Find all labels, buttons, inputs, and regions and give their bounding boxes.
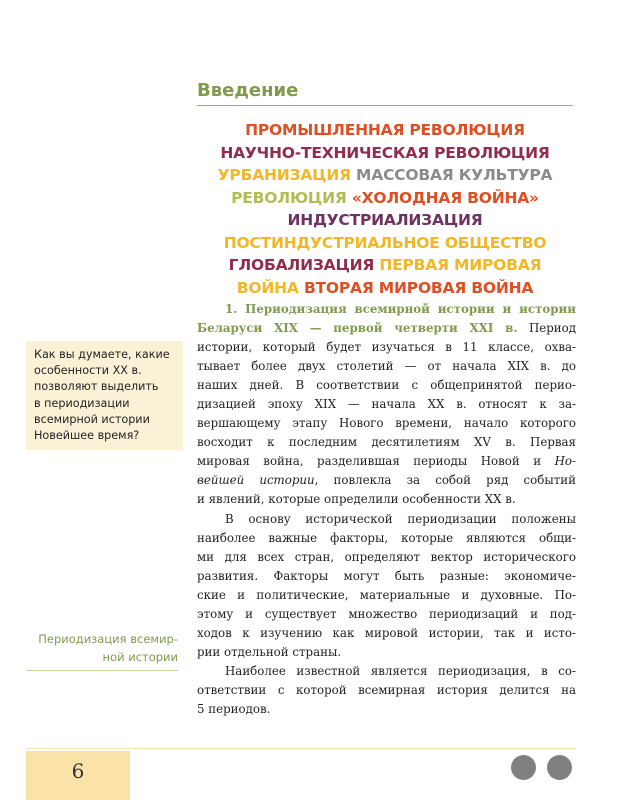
- body-text-segment: истории, который будет изучаться в 11 классе, охва-: [197, 340, 576, 355]
- body-text-segment: Период: [517, 321, 576, 336]
- body-line: [197, 529, 576, 548]
- body-line: [197, 605, 576, 624]
- body-text-segment: ответствии с которой всемирная история делится на: [197, 682, 576, 697]
- side-label-line: ной истории: [102, 649, 178, 664]
- side-question-line: в периодизации: [34, 396, 130, 410]
- side-question-line: особенности XX в.: [34, 364, 142, 378]
- body-line: [197, 567, 576, 586]
- body-line: [197, 548, 576, 567]
- keyword-line: [197, 142, 573, 165]
- body-text-segment: вершающему этапу Нового времени, начало которого: [197, 416, 576, 431]
- body-line: [197, 624, 576, 643]
- body-line: [197, 452, 576, 471]
- keyword-line: [197, 187, 573, 210]
- side-question-box: [26, 341, 183, 450]
- side-question-line: позволяют выделить: [34, 380, 159, 394]
- body-text-segment: наших дней. В соответствии с общепринятой перио-: [197, 378, 576, 393]
- section-title: Введение: [197, 80, 573, 106]
- body-text-segment: наиболее важные факторы, которые являются общи-: [197, 530, 576, 545]
- main-body-text: [197, 300, 576, 719]
- paragraph-heading: Беларуси XIX — первой четверти XXI в.: [197, 321, 518, 336]
- body-text-segment: ходов к изучению как мировой истории, так и исто-: [197, 625, 576, 640]
- body-text-segment: ми для всех стран, определяют вектор исторического: [197, 549, 576, 564]
- body-line: [197, 300, 576, 319]
- keyword-term: «ХОЛОДНАЯ ВОЙНА»: [351, 188, 539, 207]
- body-text-segment: этому и существует множество периодизаций и под-: [197, 606, 576, 621]
- keyword-term: ИНДУСТРИАЛИЗАЦИЯ: [287, 211, 483, 229]
- body-line: [197, 681, 576, 700]
- page-number-box: [26, 751, 130, 800]
- keyword-term: ПЕРВАЯ МИРОВАЯ: [379, 256, 542, 274]
- body-text-segment: развития. Факторы могут быть разные: экономиче-: [197, 568, 576, 583]
- keyword-line: [197, 277, 573, 300]
- decorative-dot-icon: [547, 755, 572, 780]
- footer-divider: [26, 748, 576, 749]
- body-text-segment: 5 периодов.: [197, 701, 271, 716]
- body-text-segment: мировая война, разделившая периоды Новой и: [197, 454, 555, 469]
- body-line: [197, 700, 576, 719]
- body-text-segment: Наиболее известной является периодизация, в со-: [225, 663, 576, 678]
- keyword-term: РЕВОЛЮЦИЯ: [231, 188, 347, 207]
- body-line: [197, 643, 576, 662]
- body-line: [197, 414, 576, 433]
- body-text-segment: Но-: [554, 454, 576, 469]
- side-topic-label: [26, 631, 178, 671]
- body-text-segment: дизацией эпоху XIX — начала XX в. относят к за-: [197, 397, 576, 412]
- keyword-line: [197, 119, 573, 142]
- body-line: [197, 376, 576, 395]
- body-text-segment: и явлений, которые определили особенности XX в.: [197, 492, 516, 507]
- keyword-term: ГЛОБАЛИЗАЦИЯ: [228, 256, 375, 274]
- keyword-term: ВОЙНА: [236, 278, 299, 297]
- keyword-term: ВТОРАЯ МИРОВАЯ ВОЙНА: [303, 278, 534, 297]
- side-label-line: Периодизация всемир-: [38, 632, 178, 646]
- body-line: [197, 586, 576, 605]
- decorative-dot-icon: [511, 755, 536, 780]
- body-line: [197, 471, 576, 490]
- body-text-segment: вейшей истории: [197, 473, 315, 488]
- page-number: 6: [71, 759, 85, 783]
- keyword-cloud: [197, 119, 573, 299]
- body-line: [197, 490, 576, 509]
- body-line: [197, 338, 576, 357]
- body-line: [197, 662, 576, 681]
- side-question-line: всемирной истории: [34, 412, 150, 426]
- keyword-line: [197, 164, 573, 187]
- keyword-term: ПОСТИНДУСТРИАЛЬНОЕ ОБЩЕСТВО: [223, 233, 547, 252]
- keyword-term: ПРОМЫШЛЕННАЯ РЕВОЛЮЦИЯ: [245, 121, 525, 139]
- body-text-segment: , повлекла за собой ряд событий: [314, 473, 576, 488]
- body-text-segment: В основу исторической периодизации положены: [225, 511, 576, 526]
- side-question-line: Новейшее время?: [34, 429, 140, 443]
- body-line: [197, 395, 576, 414]
- keyword-term: МАССОВАЯ КУЛЬТУРА: [356, 166, 553, 184]
- paragraph-heading: 1. Периодизация всемирной истории и истории: [225, 302, 576, 316]
- keyword-line: [197, 209, 573, 232]
- keyword-term: УРБАНИЗАЦИЯ: [217, 166, 351, 184]
- body-line: [197, 510, 576, 529]
- body-text-segment: тывает более двух столетий — от начала XIX в. до: [197, 359, 576, 374]
- body-line: [197, 319, 576, 338]
- body-line: [197, 357, 576, 376]
- body-text-segment: рии отдельной страны.: [197, 644, 342, 659]
- keyword-line: [197, 232, 573, 255]
- keyword-term: НАУЧНО-ТЕХНИЧЕСКАЯ РЕВОЛЮЦИЯ: [220, 143, 550, 162]
- keyword-line: [197, 254, 573, 277]
- body-text-segment: восходит к последним десятилетиям XV в. Первая: [197, 435, 576, 450]
- body-line: [197, 433, 576, 452]
- side-question-line: Как вы думаете, какие: [34, 348, 170, 361]
- body-text-segment: ские и политические, материальные и духовные. По-: [197, 587, 576, 602]
